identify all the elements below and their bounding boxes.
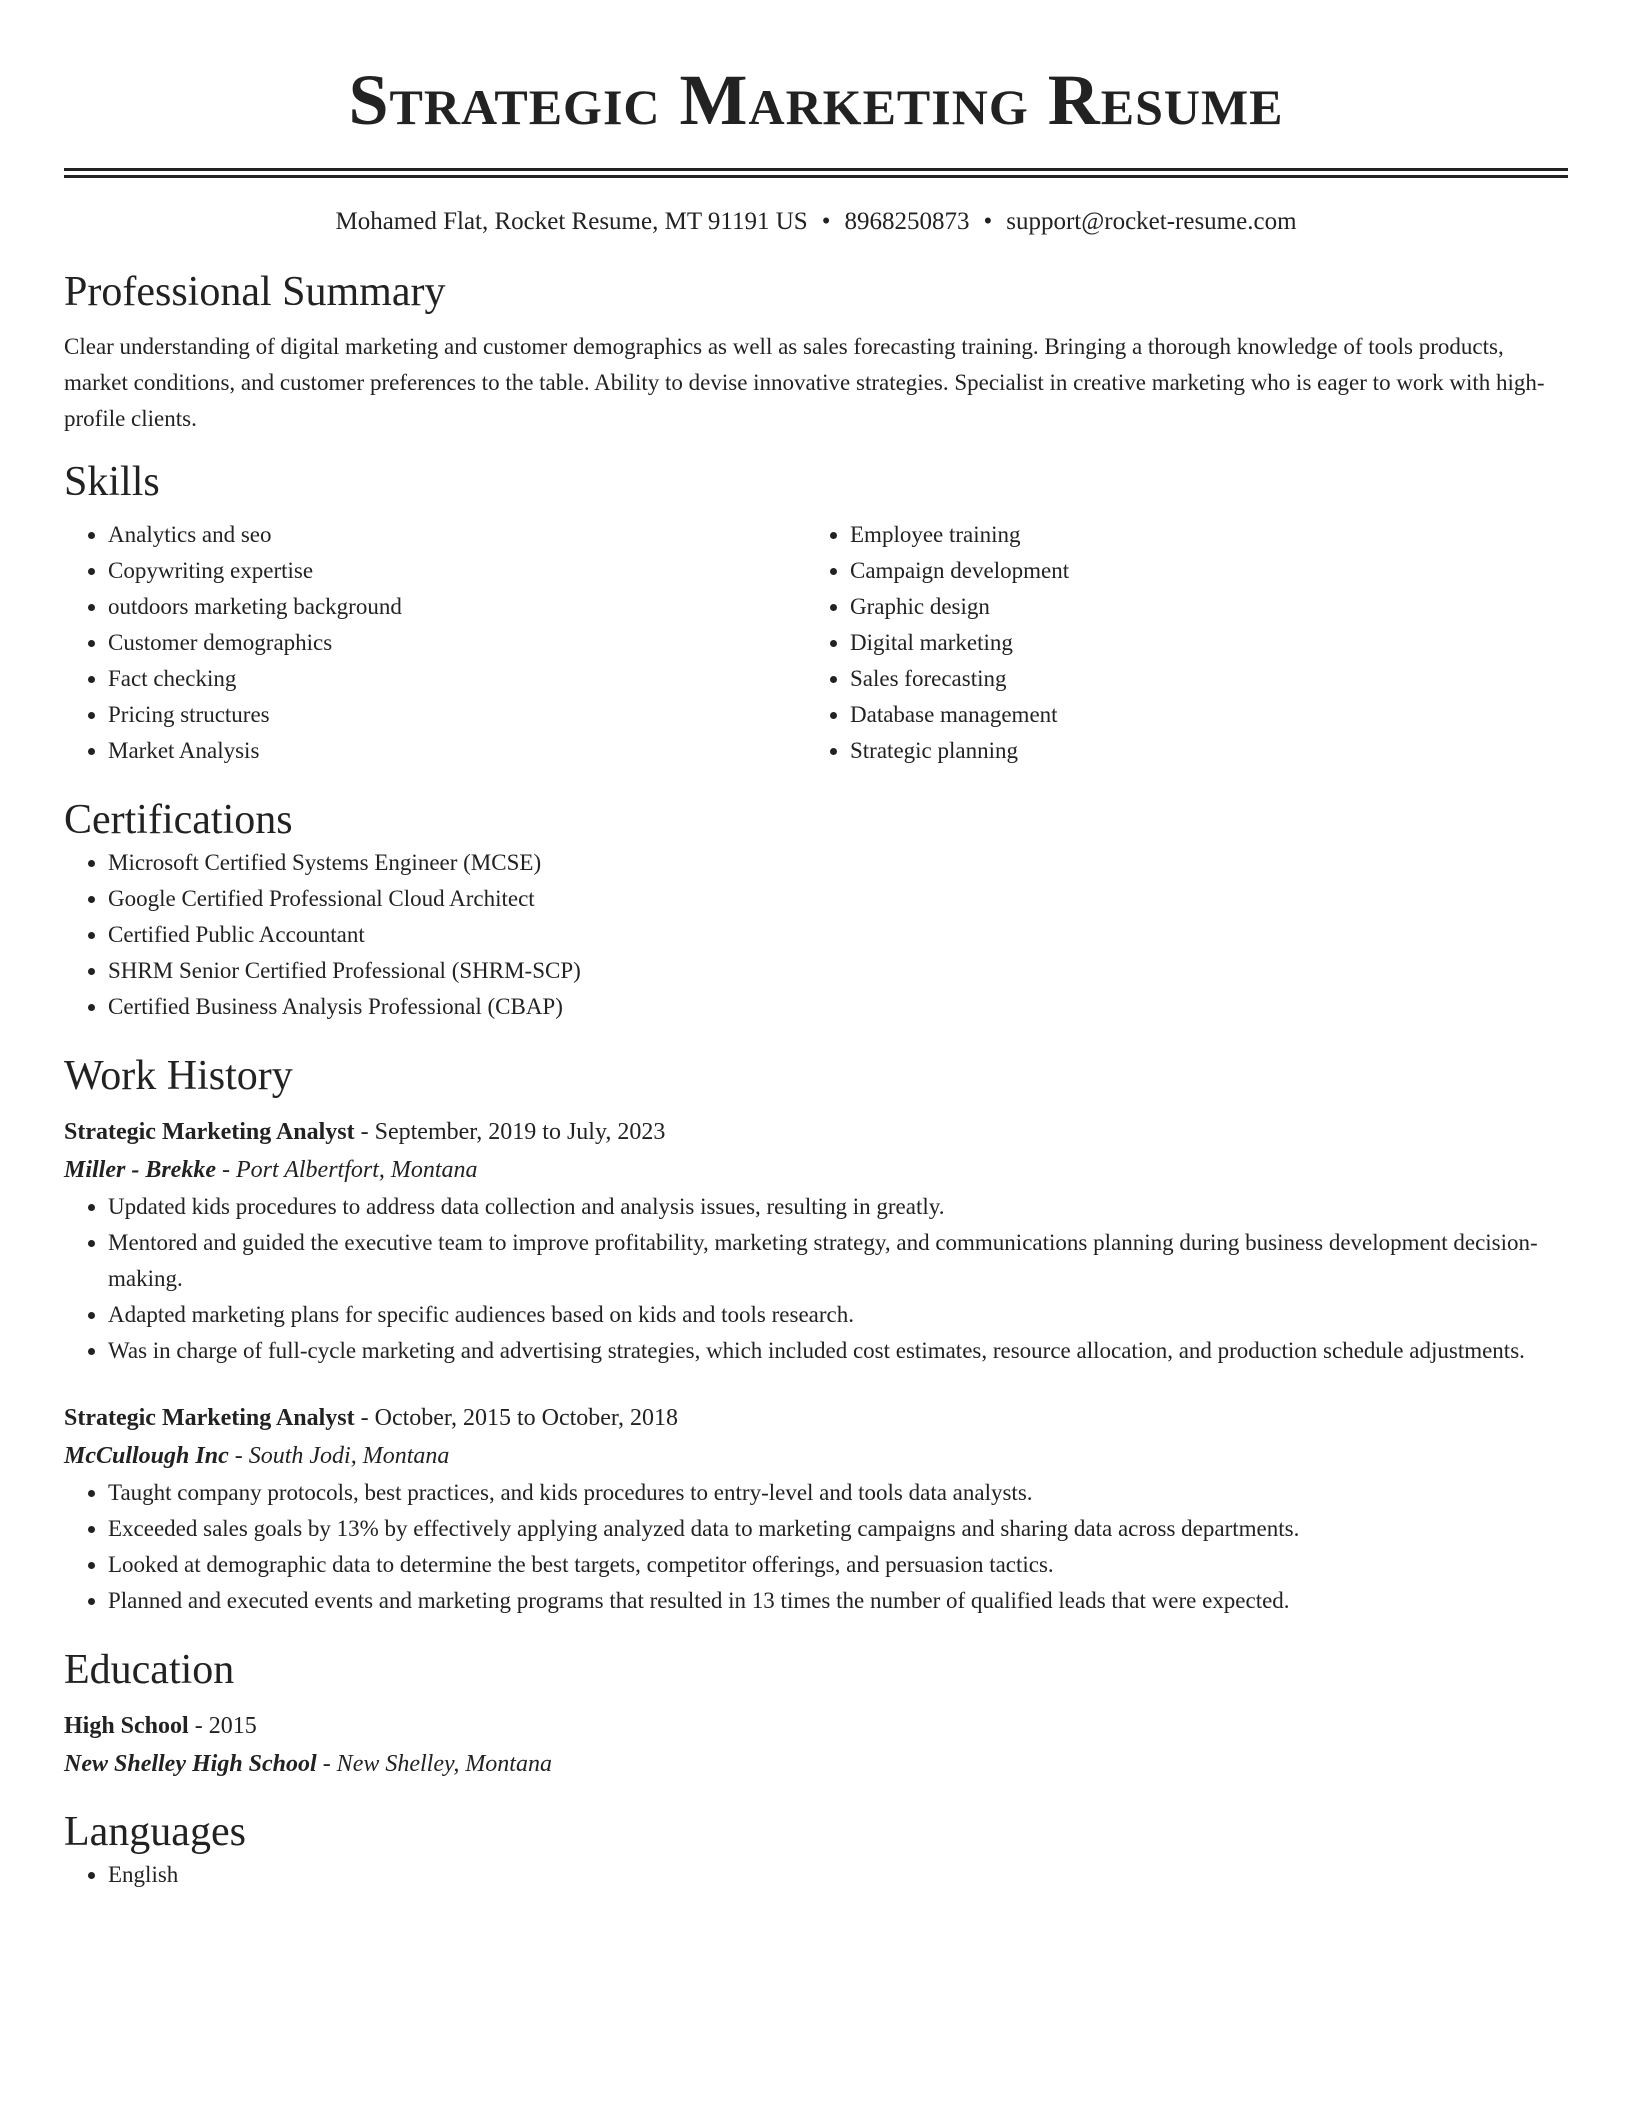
education-entry bbox=[64, 1707, 1568, 1783]
certification-item: • Certified Business Analysis Professional (CBAP) bbox=[108, 989, 1568, 1025]
contact-email: support@rocket-resume.com bbox=[1006, 208, 1297, 235]
skills-column-left bbox=[64, 517, 806, 769]
contact-separator: • bbox=[983, 208, 993, 235]
skill-item: • Customer demographics bbox=[108, 625, 806, 661]
skill-item: • Copywriting expertise bbox=[108, 553, 806, 589]
job-duties-list bbox=[64, 1475, 1568, 1619]
certification-item: • Google Certified Professional Cloud Architect bbox=[108, 881, 1568, 917]
skills-column-right bbox=[806, 517, 1548, 769]
certifications-heading: Certifications bbox=[64, 797, 293, 843]
job-entry bbox=[64, 1113, 1568, 1369]
skill-item: • Strategic planning bbox=[850, 733, 1548, 769]
job-company-line bbox=[64, 1437, 1568, 1475]
job-duties-list bbox=[64, 1189, 1568, 1369]
resume-title: Strategic Marketing Resume bbox=[348, 60, 1284, 140]
skill-item: • Market Analysis bbox=[108, 733, 806, 769]
job-company-line bbox=[64, 1151, 1568, 1189]
job-duty-item: • Planned and executed events and marketing programs that resulted in 13 times the number of qualified leads that were expected. bbox=[108, 1583, 1568, 1619]
job-duty-item: • Mentored and guided the executive team to improve profitability, marketing strategy, and communications planning during business development decision-making. bbox=[108, 1225, 1568, 1297]
job-company: McCullough Inc bbox=[64, 1443, 229, 1469]
education-heading: Education bbox=[64, 1647, 235, 1693]
job-location: - South Jodi, Montana bbox=[228, 1443, 450, 1469]
job-title: Strategic Marketing Analyst bbox=[64, 1405, 355, 1431]
skill-item: • Campaign development bbox=[850, 553, 1548, 589]
skill-item: • Pricing structures bbox=[108, 697, 806, 733]
certification-item: • SHRM Senior Certified Professional (SHRM-SCP) bbox=[108, 953, 1568, 989]
skill-item: • Digital marketing bbox=[850, 625, 1548, 661]
job-duty-item: • Was in charge of full-cycle marketing and advertising strategies, which included cost estimates, resource allocation, and production schedule adjustments. bbox=[108, 1333, 1568, 1369]
contact-line bbox=[64, 207, 1568, 237]
education-year: - 2015 bbox=[188, 1713, 257, 1739]
contact-address: Mohamed Flat, Rocket Resume, MT 91191 US bbox=[335, 208, 808, 235]
contact-phone: 8968250873 bbox=[844, 208, 970, 235]
job-company: Miller - Brekke bbox=[64, 1157, 216, 1183]
language-item: • English bbox=[108, 1857, 1568, 1893]
contact-separator: • bbox=[821, 208, 831, 235]
job-duty-item: • Adapted marketing plans for specific audiences based on kids and tools research. bbox=[108, 1297, 1568, 1333]
education-location: - New Shelley, Montana bbox=[316, 1751, 552, 1777]
job-dates: - October, 2015 to October, 2018 bbox=[354, 1405, 678, 1431]
education-school: New Shelley High School bbox=[64, 1751, 317, 1777]
summary-text: Clear understanding of digital marketing and customer demographics as well as sales forecasting training. Bringing a thorough knowledge of tools products, market conditions, and customer preferences to the table. Ability to devise innovative strategies. Specialist in creative marketing who is eager to work with high-profile clients. bbox=[64, 334, 1545, 431]
languages-list bbox=[64, 1857, 1568, 1893]
job-title-line bbox=[64, 1113, 1568, 1151]
certification-item: • Microsoft Certified Systems Engineer (MCSE) bbox=[108, 845, 1568, 881]
skill-item: • Database management bbox=[850, 697, 1548, 733]
certification-item: • Certified Public Accountant bbox=[108, 917, 1568, 953]
job-title: Strategic Marketing Analyst bbox=[64, 1119, 355, 1145]
job-duty-item: • Updated kids procedures to address data collection and analysis issues, resulting in greatly. bbox=[108, 1189, 1568, 1225]
skills-list-left bbox=[64, 517, 806, 769]
languages-heading: Languages bbox=[64, 1809, 246, 1855]
education-degree: High School bbox=[64, 1713, 189, 1739]
skill-item: • outdoors marketing background bbox=[108, 589, 806, 625]
job-duty-item: • Exceeded sales goals by 13% by effectively applying analyzed data to marketing campaigns and sharing data across departments. bbox=[108, 1511, 1568, 1547]
skill-item: • Analytics and seo bbox=[108, 517, 806, 553]
skill-item: • Graphic design bbox=[850, 589, 1548, 625]
education-school-line bbox=[64, 1745, 1568, 1783]
education-degree-line bbox=[64, 1707, 1568, 1745]
skill-item: • Employee training bbox=[850, 517, 1548, 553]
job-dates: - September, 2019 to July, 2023 bbox=[354, 1119, 666, 1145]
title-divider bbox=[64, 168, 1568, 171]
skills-grid bbox=[64, 517, 1568, 769]
skills-list-right bbox=[806, 517, 1548, 769]
skill-item: • Sales forecasting bbox=[850, 661, 1548, 697]
skill-item: • Fact checking bbox=[108, 661, 806, 697]
job-location: - Port Albertfort, Montana bbox=[215, 1157, 478, 1183]
work-history-heading: Work History bbox=[64, 1053, 293, 1099]
certifications-list bbox=[64, 845, 1568, 1025]
job-entry bbox=[64, 1399, 1568, 1619]
job-duty-item: • Looked at demographic data to determine the best targets, competitor offerings, and persuasion tactics. bbox=[108, 1547, 1568, 1583]
job-title-line bbox=[64, 1399, 1568, 1437]
summary-heading: Professional Summary bbox=[64, 269, 446, 315]
job-duty-item: • Taught company protocols, best practices, and kids procedures to entry-level and tools data analysts. bbox=[108, 1475, 1568, 1511]
skills-heading: Skills bbox=[64, 459, 160, 505]
